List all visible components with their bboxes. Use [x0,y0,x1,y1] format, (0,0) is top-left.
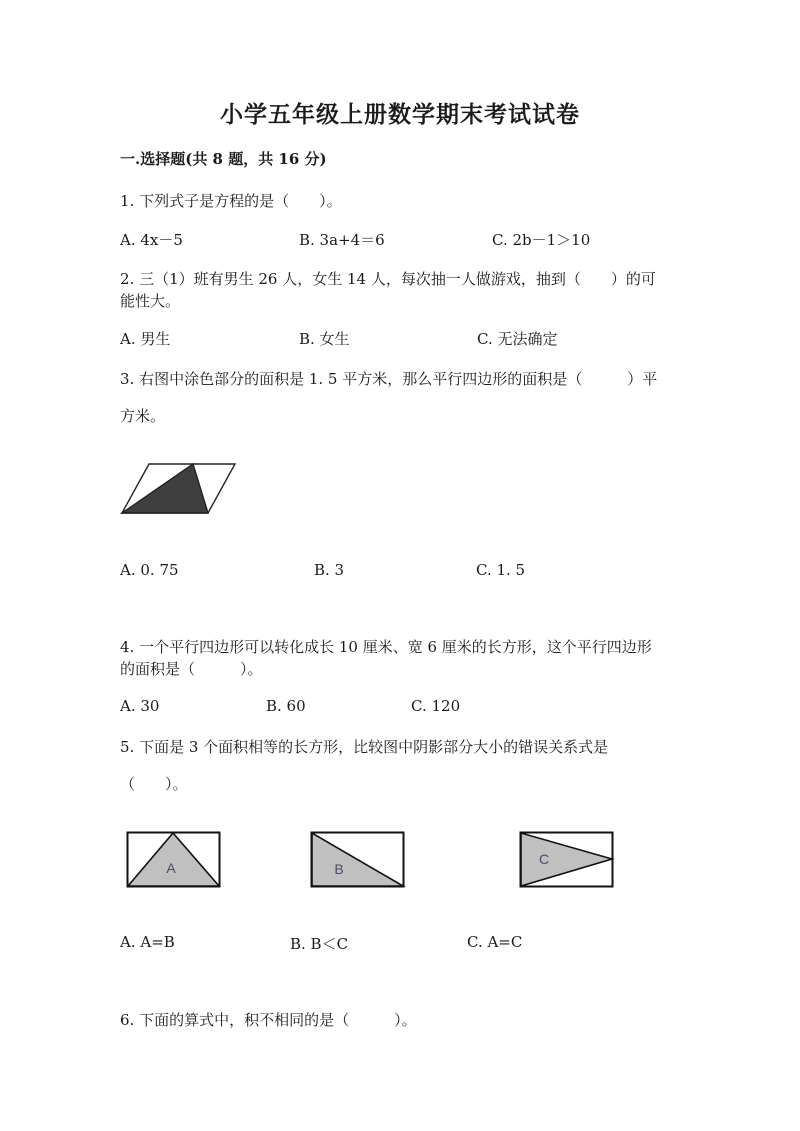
question-2-option-a: A. 男生 [120,330,171,348]
question-2-stem-line-1: 2. 三（1）班有男生 26 人，女生 14 人，每次抽一人做游戏，抽到（ ）的可 [120,270,656,288]
figure-label-a: A [166,860,176,876]
parallelogram-figure [118,460,240,518]
question-1-stem: 1. 下列式子是方程的是（ ）。 [120,192,342,210]
section-heading: 一.选择题(共 8 题，共 16 分) [120,150,327,168]
question-5-stem-line-1: 5. 下面是 3 个面积相等的长方形，比较图中阴影部分大小的错误关系式是 [120,738,609,756]
rectangle-figure-c [519,831,615,889]
question-6-stem: 6. 下面的算式中，积不相同的是（ ）。 [120,1011,417,1029]
page-title: 小学五年级上册数学期末考试试卷 [220,101,580,128]
question-2-stem-line-2: 能性大。 [120,292,181,310]
question-3-option-c: C. 1. 5 [476,561,526,579]
question-4-option-a: A. 30 [120,697,160,715]
question-4-stem-line-2: 的面积是（ ）。 [120,660,263,678]
question-5-option-a: A. A=B [120,933,175,951]
figure-label-b: B [334,861,344,877]
question-3-option-a: A. 0. 75 [120,561,179,579]
question-4-option-c: C. 120 [411,697,461,715]
question-1-option-c: C. 2b－1＞10 [492,231,591,249]
question-3-stem-line-2: 方米。 [120,407,166,425]
question-3-stem-line-1: 3. 右图中涂色部分的面积是 1. 5 平方米，那么平行四边形的面积是（ ）平 [120,370,658,388]
question-2-option-b: B. 女生 [299,330,350,348]
question-5-option-b: B. B＜C [290,935,349,953]
question-4-stem-line-1: 4. 一个平行四边形可以转化成长 10 厘米、宽 6 厘米的长方形，这个平行四边形 [120,638,652,656]
question-2-option-c: C. 无法确定 [477,330,558,348]
question-5-option-c: C. A=C [467,933,523,951]
rectangle-figure-b [310,831,406,889]
question-1-option-a: A. 4x－5 [120,231,183,249]
question-4-option-b: B. 60 [266,697,306,715]
question-5-stem-line-2: （ ）。 [120,775,188,793]
question-1-option-b: B. 3a+4＝6 [299,231,385,249]
rectangle-figure-a [126,831,222,889]
question-3-option-b: B. 3 [314,561,345,579]
figure-label-c: C [538,851,550,867]
